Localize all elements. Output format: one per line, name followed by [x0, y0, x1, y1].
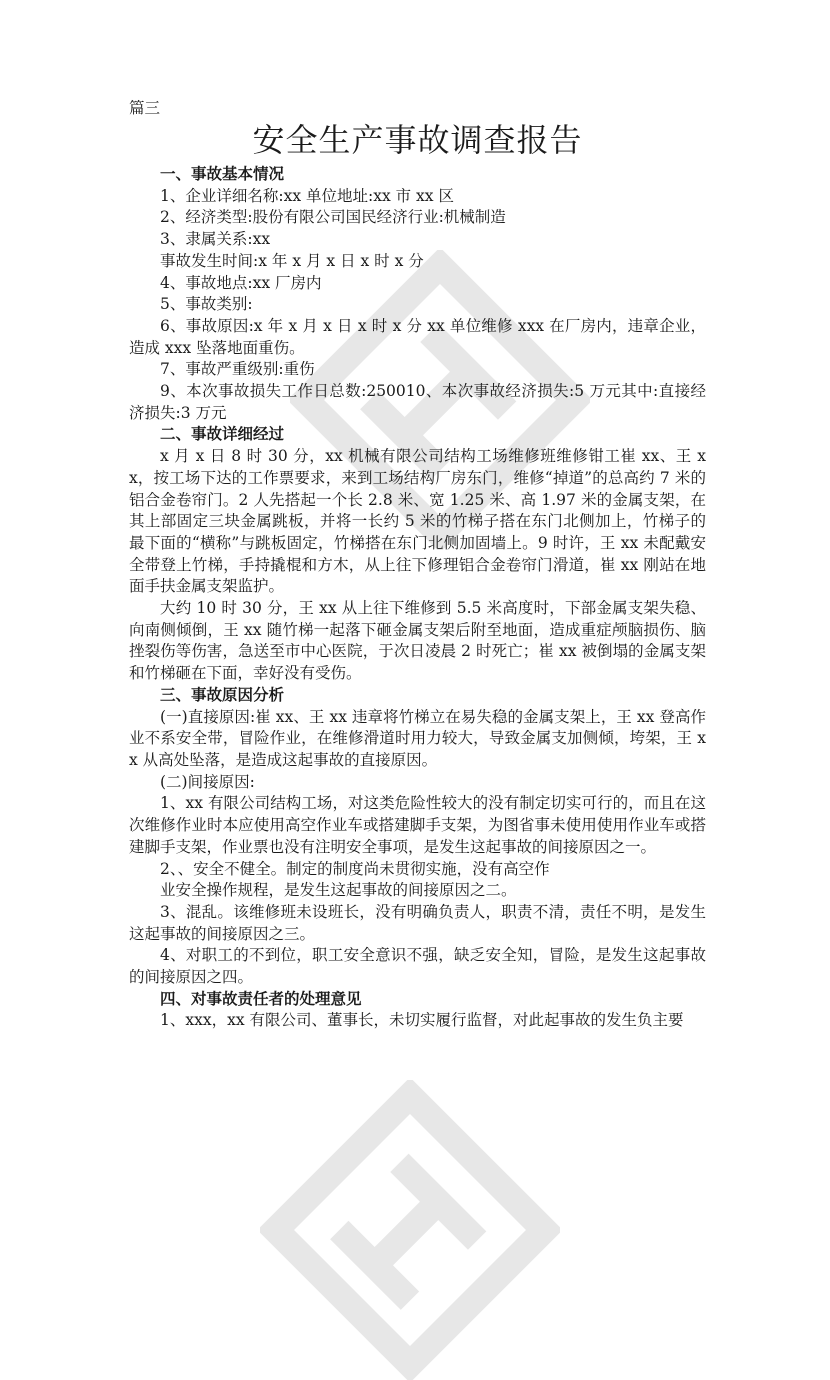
paragraph: 2、、安全不健全。制定的制度尚未贯彻实施，没有高空作 — [160, 859, 550, 878]
paragraph: (二)间接原因: — [160, 772, 255, 791]
series-label: 篇三 — [129, 99, 161, 117]
paragraph: 7、事故严重级别:重伤 — [160, 360, 315, 379]
paragraph: 3、混乱。该维修班未设班长，没有明确负责人，职责不清，责任不明，是发生这起事故的间接原因之三。 — [129, 902, 706, 943]
paragraph: 业安全操作规程，是发生这起事故的间接原因之二。 — [160, 881, 517, 900]
paragraph: 1、xx 有限公司结构工场，对这类危险性较大的没有制定切实可行的，而且在这次维修作业时本应使用高空作业车或搭建脚手支架，为图省事未使用使用作业车或搭建脚手支架，作业票也没有注明安全事项，是发生这起事故的间接原因之一。 — [129, 794, 706, 856]
paragraph: 大约 10 时 30 分，王 xx 从上往下维修到 5.5 米高度时，下部金属支架失稳、向南侧倾倒，王 xx 随竹梯一起落下砸金属支架后附至地面，造成重症颅脑损伤、脑挫裂伤等伤害，急送至市中心医院，于次日凌晨 2 时死亡；崔 xx 被倒塌的金属支架和竹梯砸在下面，幸好没有受伤。 — [129, 599, 706, 683]
section-heading: 二、事故详细经过 — [160, 425, 285, 444]
document-title: 安全生产事故调查报告 — [252, 121, 583, 159]
paragraph: 5、事故类别: — [160, 295, 253, 314]
paragraph: 1、xxx，xx 有限公司、董事长，未切实履行监督，对此起事故的发生负主要 — [160, 1011, 684, 1030]
paragraph: x 月 x 日 8 时 30 分，xx 机械有限公司结构工场维修班维修钳工崔 xx、王 xx，按工场下达的工作票要求，来到工场结构厂房东门，维修“掉道”的总高约 7 米的铝合金卷帘门。2 人先搭起一个长 2.8 米、宽 1.25 米、高 1.97 米的金属支架，在其上部固定三块金属跳板，并将一长约 5 米的竹梯子搭在东门北侧加上，竹梯子的最下面的“横称”与跳板固定，竹梯搭在东门北侧加固墙上。9 时许，王 xx 未配戴安全带登上竹梯，手持撬棍和方木，从上往下修理铝合金卷帘门滑道，崔 xx 刚站在地面手扶金属支架监护。 — [129, 447, 706, 596]
paragraph: 事故发生时间:x 年 x 月 x 日 x 时 x 分 — [160, 251, 424, 270]
section-heading: 一、事故基本情况 — [160, 165, 285, 183]
paragraph: 6、事故原因:x 年 x 月 x 日 x 时 x 分 xx 单位维修 xxx 在厂房内，违章企业，造成 xxx 坠落地面重伤。 — [129, 316, 706, 357]
paragraph: 1、企业详细名称:xx 单位地址:xx 市 xx 区 — [160, 186, 454, 205]
section-heading: 四、对事故责任者的处理意见 — [160, 989, 362, 1008]
paragraph: (一)直接原因:崔 xx、王 xx 违章将竹梯立在易失稳的金属支架上，王 xx 登高作业不系安全带，冒险作业，在维修滑道时用力较大，导致金属支加侧倾，垮架，王 xx 从高处坠落，是造成这起事故的直接原因。 — [129, 707, 706, 769]
paragraph: 9、本次事故损失工作日总数:250010、本次事故经济损失:5 万元其中:直接经济损失:3 万元 — [129, 382, 706, 422]
paragraph: 4、事故地点:xx 厂房内 — [160, 273, 322, 292]
section-heading: 三、事故原因分析 — [160, 685, 285, 704]
watermark-logo-icon — [260, 1080, 560, 1380]
paragraph: 4、对职工的不到位，职工安全意识不强，缺乏安全知，冒险，是发生这起事故的间接原因之四。 — [129, 946, 706, 987]
paragraph: 2、经济类型:股份有限公司国民经济行业:机械制造 — [160, 208, 506, 227]
document-page — [129, 98, 706, 1032]
paragraph: 3、隶属关系:xx — [160, 230, 271, 249]
